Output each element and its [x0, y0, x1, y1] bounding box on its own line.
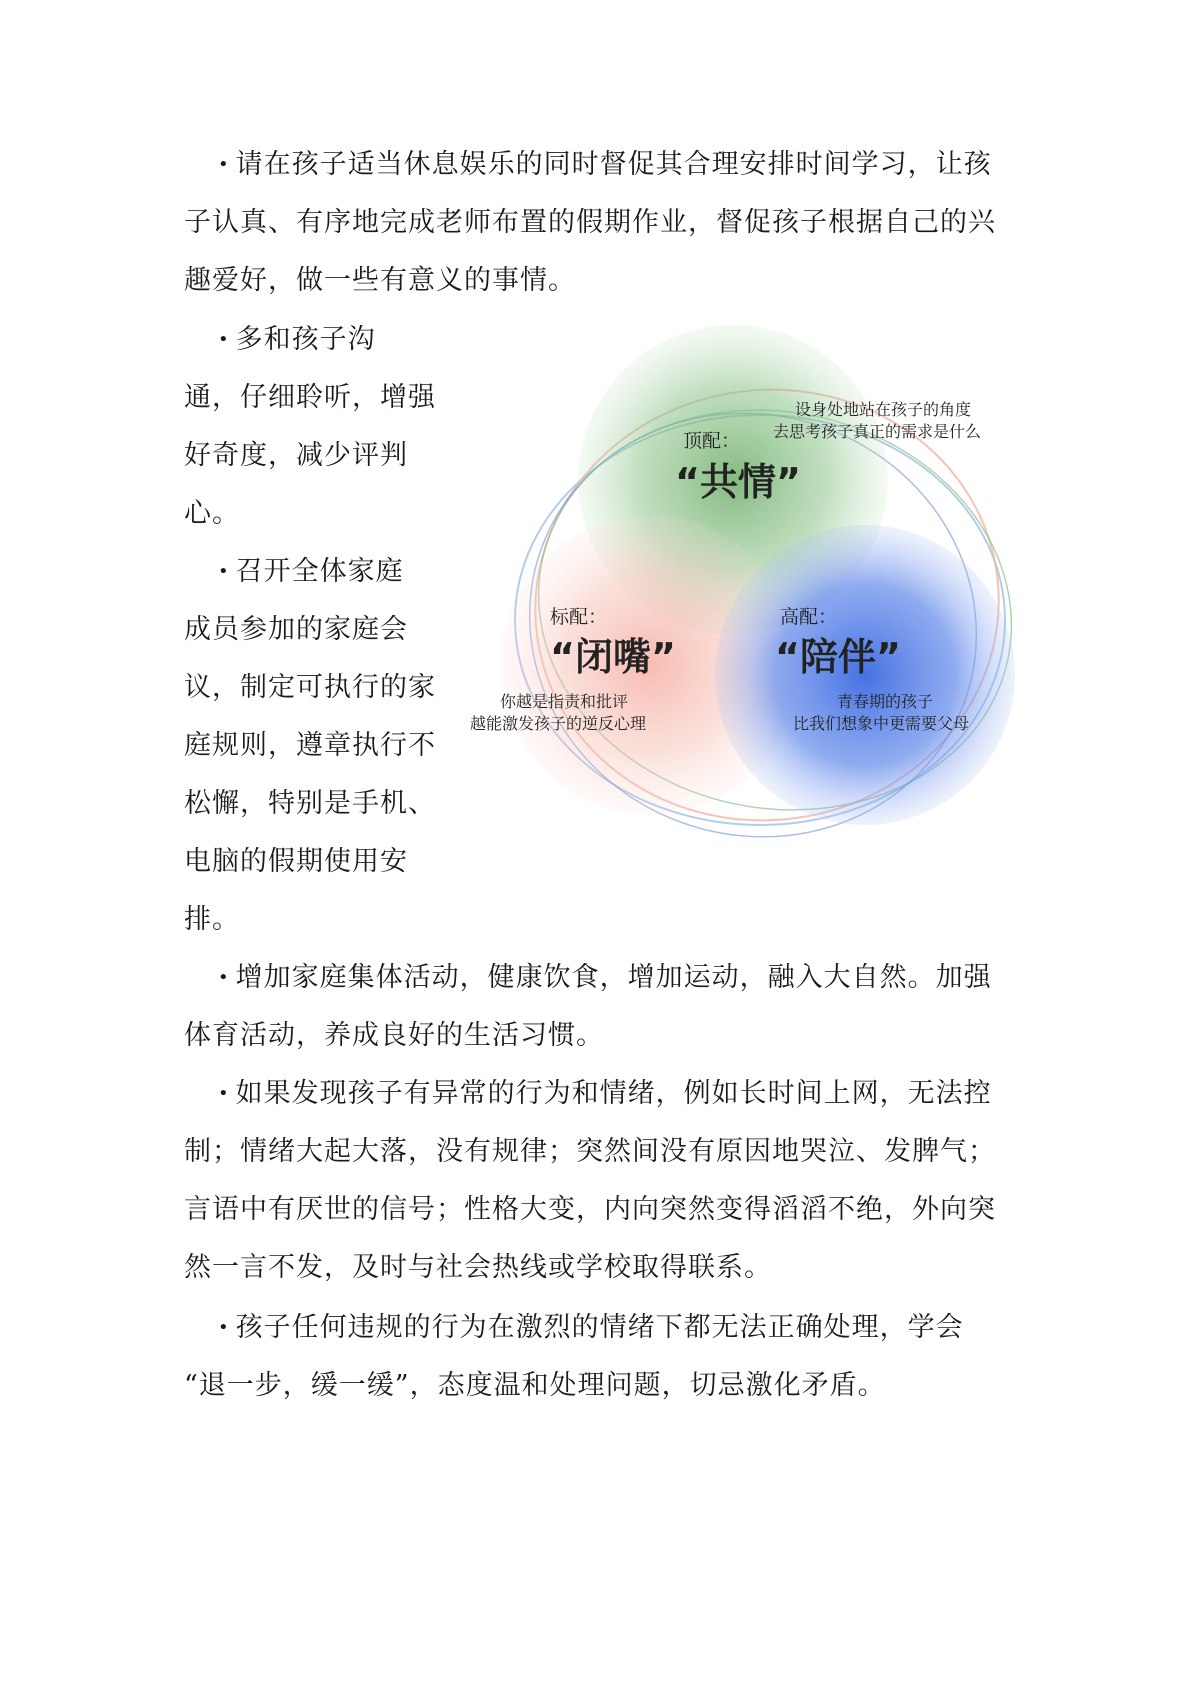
bullet: • — [218, 967, 230, 988]
top-label: 顶配： — [683, 430, 741, 452]
paragraph-2-line-4: 心。 — [184, 498, 240, 529]
paragraph-3-line-3: 议，制定可执行的家 — [184, 672, 436, 703]
paragraph-4-line-1: • 增加家庭集体活动，健康饮食，增加运动，融入大自然。加强 — [218, 962, 992, 993]
paragraph-3-line-6: 电脑的假期使用安 — [184, 846, 408, 877]
paragraph-1-line-3: 趣爱好，做一些有意义的事情。 — [184, 265, 576, 296]
top-title: “共情” — [675, 460, 801, 504]
paragraph-2-line-1: • 多和孩子沟 — [218, 324, 376, 355]
paragraph-6-line-1: • 孩子任何违规的行为在激烈的情绪下都无法正确处理，学会 — [218, 1312, 964, 1343]
paragraph-5-line-1: • 如果发现孩子有异常的行为和情绪，例如长时间上网，无法控 — [218, 1078, 992, 1109]
bullet: • — [218, 1083, 230, 1104]
paragraph-2-line-3: 好奇度，减少评判 — [184, 440, 408, 471]
paragraph-1-line-2: 子认真、有序地完成老师布置的假期作业，督促孩子根据自己的兴 — [184, 207, 996, 238]
top-desc-2: 去思考孩子真正的需求是什么 — [773, 422, 982, 441]
paragraph-5-line-3: 言语中有厌世的信号；性格大变，内向突然变得滔滔不绝，外向突 — [184, 1194, 996, 1225]
right-title: “陪伴” — [775, 635, 901, 679]
paragraph-3-line-1: • 召开全体家庭 — [218, 556, 404, 587]
right-desc-1: 青春期的孩子 — [837, 692, 934, 711]
right-desc-2: 比我们想象中更需要父母 — [793, 714, 970, 733]
left-desc-2: 越能激发孩子的逆反心理 — [470, 714, 647, 733]
paragraph-3-line-7: 排。 — [184, 904, 240, 935]
left-label: 标配： — [550, 606, 608, 628]
paragraph-1-line-1: • 请在孩子适当休息娱乐的同时督促其合理安排时间学习，让孩 — [218, 149, 992, 180]
paragraph-5-line-4: 然一言不发，及时与社会热线或学校取得联系。 — [184, 1252, 772, 1283]
paragraph-2-line-2: 通，仔细聆听，增强 — [184, 382, 436, 413]
paragraph-3-line-5: 松懈，特别是手机、 — [184, 788, 436, 819]
paragraph-3-line-2: 成员参加的家庭会 — [184, 614, 408, 645]
bullet: • — [218, 329, 230, 350]
bullet: • — [218, 561, 230, 582]
paragraph-6-line-2: “退一步，缓一缓”，态度温和处理问题，切忌激化矛盾。 — [184, 1370, 886, 1401]
parenting-levels-diagram — [470, 355, 1065, 915]
left-title: “闭嘴” — [550, 635, 676, 679]
paragraph-4-line-2: 体育活动，养成良好的生活习惯。 — [184, 1020, 604, 1051]
bullet: • — [218, 154, 230, 175]
paragraph-5-line-2: 制；情绪大起大落，没有规律；突然间没有原因地哭泣、发脾气； — [184, 1136, 996, 1167]
right-label: 高配： — [780, 606, 838, 628]
top-desc-1: 设身处地站在孩子的角度 — [795, 400, 972, 419]
left-desc-1: 你越是指责和批评 — [500, 692, 629, 711]
bullet: • — [218, 1317, 230, 1338]
paragraph-3-line-4: 庭规则，遵章执行不 — [184, 730, 436, 761]
